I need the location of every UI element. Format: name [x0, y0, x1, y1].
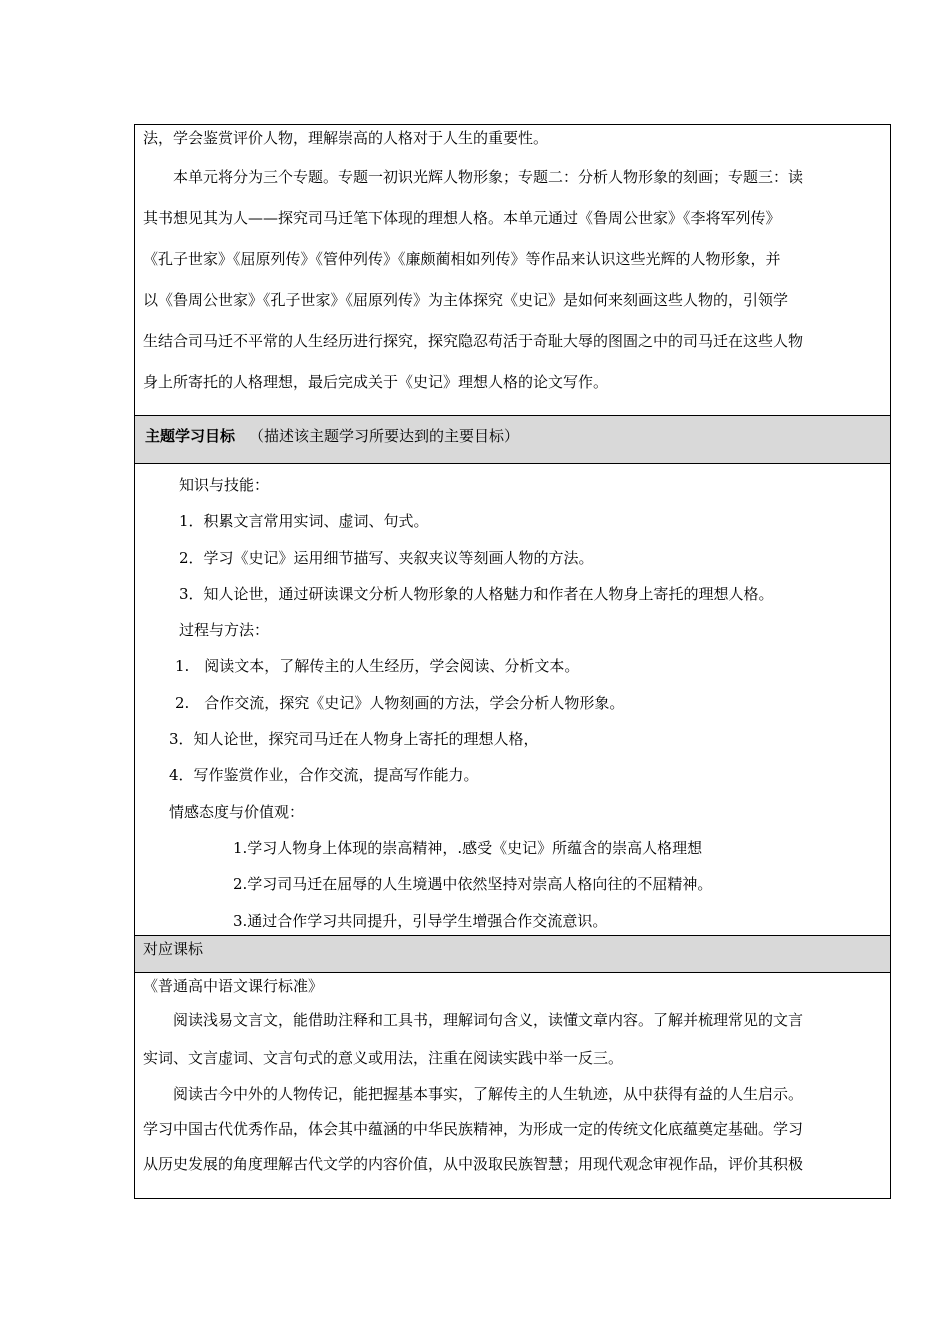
standards-line: 阅读古今中外的人物传记，能把握基本事实，了解传主的人生轨迹，从中获得有益的人生启示。 — [173, 1085, 804, 1103]
standards-header-cell — [135, 936, 890, 973]
process-label: 过程与方法： — [179, 621, 270, 640]
process-item: 4．写作鉴赏作业，合作交流，提高写作能力。 — [169, 766, 479, 785]
standards-cell — [135, 973, 890, 1198]
standards-title: 对应课标 — [143, 940, 204, 958]
intro-line: 法，学会鉴赏评价人物，理解崇高的人格对于人生的重要性。 — [143, 129, 549, 147]
standards-line: 实词、文言虚词、文言句式的意义或用法，注重在阅读实践中举一反三。 — [143, 1049, 624, 1067]
emotion-item: 1.学习人物身上体现的崇高精神，.感受《史记》所蕴含的崇高人格理想 — [233, 838, 703, 857]
standards-line: 从历史发展的角度理解古代文学的内容价值，从中汲取民族智慧；用现代观念审视作品，评价其积极 — [143, 1155, 804, 1173]
intro-line: 本单元将分为三个专题。专题一初识光辉人物形象；专题二：分析人物形象的刻画；专题三：读 — [173, 168, 804, 186]
process-item: 2. 合作交流，探究《史记》人物刻画的方法，学会分析人物形象。 — [175, 693, 625, 712]
process-item: 1. 阅读文本，了解传主的人生经历，学会阅读、分析文本。 — [175, 657, 580, 676]
goals-title: 主题学习目标 — [145, 427, 236, 445]
knowledge-label: 知识与技能： — [179, 476, 270, 494]
standards-line: 学习中国古代优秀作品，体会其中蕴涵的中华民族精神，为形成一定的传统文化底蕴奠定基础。学习 — [143, 1120, 804, 1138]
process-item: 3．知人论世，探究司马迁在人物身上寄托的理想人格， — [169, 730, 539, 749]
intro-line: 其书想见其为人——探究司马迁笔下体现的理想人格。本单元通过《鲁周公世家》《李将军列传》 — [143, 209, 781, 227]
emotion-item: 2.学习司马迁在屈辱的人生境遇中依然坚持对崇高人格向往的不屈精神。 — [233, 875, 713, 894]
document-table — [134, 124, 891, 1199]
knowledge-item: 1．积累文言常用实词、虚词、句式。 — [179, 512, 429, 531]
knowledge-item: 2．学习《史记》运用细节描写、夹叙夹议等刻画人物的方法。 — [179, 548, 594, 567]
intro-line: 生结合司马迁不平常的人生经历进行探究，探究隐忍苟活于奇耻大辱的图圄之中的司马迁在这些人物 — [143, 332, 804, 350]
goals-header — [145, 416, 880, 456]
unit-intro-cell — [135, 125, 890, 416]
knowledge-item: 3．知人论世，通过研读课文分析人物形象的人格魅力和作者在人物身上寄托的理想人格。 — [179, 584, 774, 603]
intro-line: 以《鲁周公世家》《孔子世家》《屈原列传》为主体探究《史记》是如何来刻画这些人物的，引领学 — [143, 291, 789, 309]
goals-cell — [135, 464, 890, 936]
emotion-label: 情感态度与价值观： — [169, 802, 305, 821]
intro-line: 《孔子世家》《屈原列传》《管仲列传》《廉颇蔺相如列传》等作品来认识这些光辉的人物形象，并 — [143, 250, 781, 268]
standards-line: 阅读浅易文言文，能借助注释和工具书，理解词句含义，读懂文章内容。了解并梳理常见的文言 — [173, 1011, 804, 1029]
intro-line: 身上所寄托的人格理想，最后完成关于《史记》理想人格的论文写作。 — [143, 373, 609, 391]
goals-header-cell — [135, 416, 890, 464]
goals-note: （描述该主题学习所要达到的主要目标） — [249, 427, 520, 445]
emotion-item: 3.通过合作学习共同提升，引导学生增强合作交流意识。 — [233, 911, 608, 930]
standards-source: 《普通高中语文课行标准》 — [143, 977, 324, 995]
